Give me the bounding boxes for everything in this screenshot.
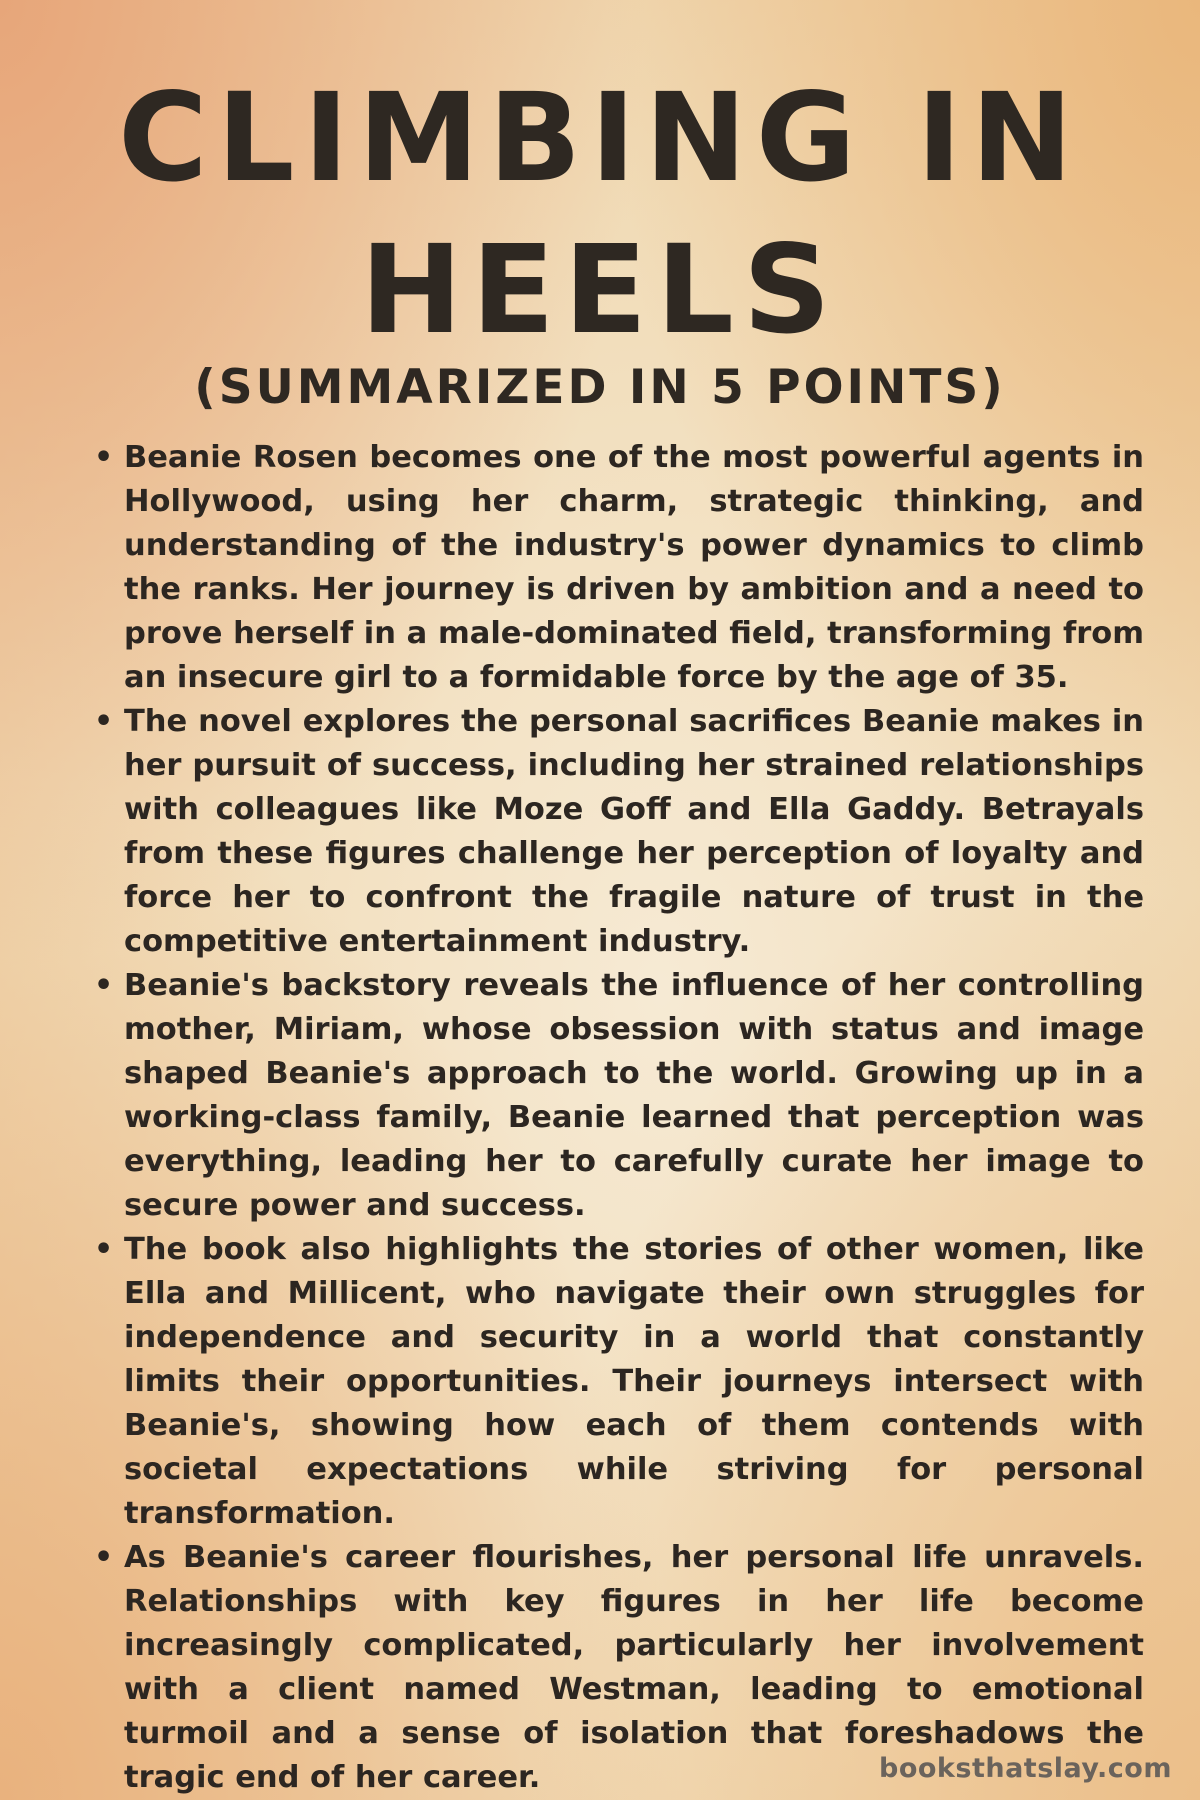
bullet-icon: • (94, 440, 114, 475)
bullet-icon: • (94, 1232, 114, 1267)
summary-points-list (94, 436, 1144, 1800)
summary-point-1 (94, 436, 1144, 700)
bullet-icon: • (94, 968, 114, 1003)
summary-point-text: The book also highlights the stories of other women, like Ella and Millicent, who navigate their own struggles for independence and security in a world that constantly limits their opportunities. Their journeys intersect with Beanie's, showing how each of them contends with societal expectations while striving for personal transformation. (124, 1232, 1144, 1531)
summary-point-text: The novel explores the personal sacrifices Beanie makes in her pursuit of success, including her strained relationships with colleagues like Moze Goff and Ella Gaddy. Betrayals from these figures challenge her perception of loyalty and force her to confront the fragile nature of trust in the competitive entertainment industry. (124, 704, 1144, 959)
page-title: CLIMBING IN HEELS (118, 67, 1082, 361)
bullet-icon: • (94, 1540, 114, 1575)
summary-point-text: Beanie's backstory reveals the influence of her controlling mother, Miriam, whose obsession with status and image shaped Beanie's approach to the world. Growing up in a working-class family, Beanie learned that perception was everything, leading her to carefully curate her image to secure power and success. (124, 968, 1144, 1223)
summary-point-2 (94, 700, 1144, 964)
summary-point-text: As Beanie's career flourishes, her personal life unravels. Relationships with key figures in her life become increasingly complicated, particularly her involvement with a client named Westman, leading to emotional turmoil and a sense of isolation that foreshadows the tragic end of her career. (124, 1540, 1144, 1795)
summary-point-4 (94, 1228, 1144, 1536)
summary-point-3 (94, 964, 1144, 1228)
page-subtitle: (SUMMARIZED IN 5 POINTS) (194, 360, 1006, 415)
bullet-icon: • (94, 704, 114, 739)
site-watermark: booksthatslay.com (879, 1753, 1172, 1784)
summary-point-text: Beanie Rosen becomes one of the most powerful agents in Hollywood, using her charm, strategic thinking, and understanding of the industry's power dynamics to climb the ranks. Her journey is driven by ambition and a need to prove herself in a male-dominated field, transforming from an insecure girl to a formidable force by the age of 35. (124, 440, 1144, 695)
